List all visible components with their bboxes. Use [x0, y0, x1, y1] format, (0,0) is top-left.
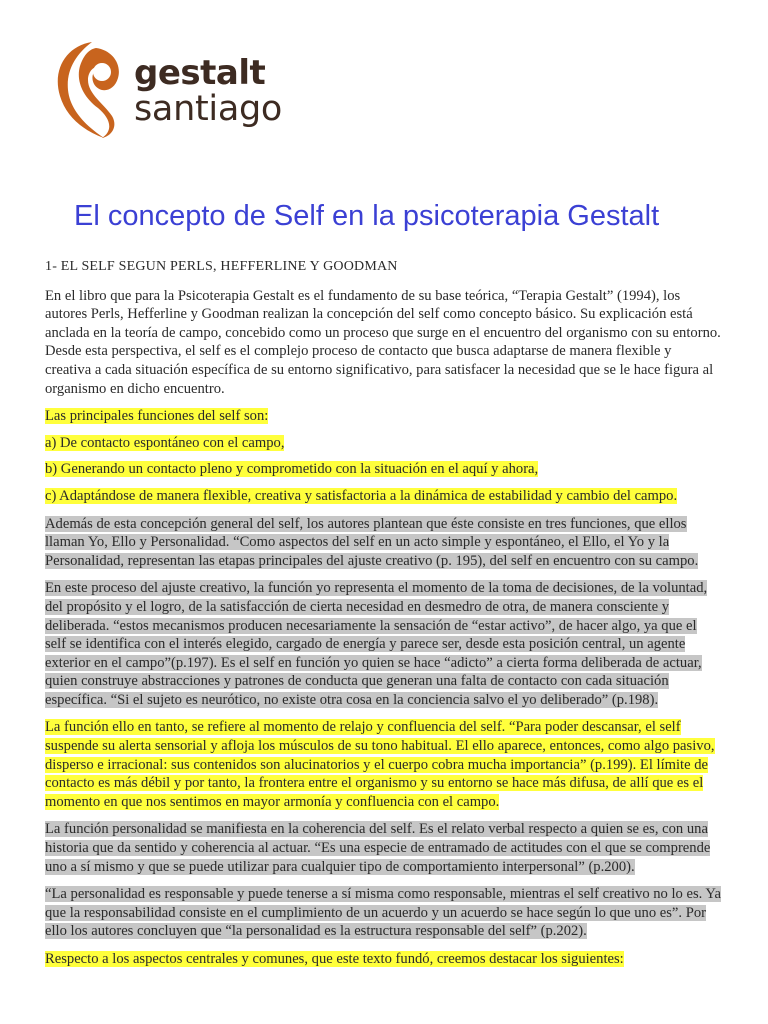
paragraph-responsabilidad: [45, 885, 721, 941]
highlighted-text: Las principales funciones del self son:: [45, 408, 269, 425]
paragraph-funcion-yo: [45, 579, 721, 709]
paragraph-intro: [45, 287, 721, 399]
gestalt-swirl-icon: [46, 40, 126, 140]
highlighted-text: c) Adaptándose de manera flexible, creativa y satisfactoria a la dinámica de estabilidad y cambio del campo.: [45, 487, 678, 504]
section-heading: 1- EL SELF SEGUN PERLS, HEFFERLINE Y GOODMAN: [45, 259, 398, 274]
highlighted-text: La función ello en tanto, se refiere al momento de relajo y confluencia del self. “Para poder descansar, el self suspende su alerta sensorial y afloja los músculos de su tono habitual. El ello aparece, entonces, como algo pasivo, disperso e irracional: sus contenidos son alucinatorios y el cuerpo cobra mucha importancia” (p.199). El límite de contacto es más débil y por tanto, la frontera entre el organismo y su entorno se hace más difusa, de allí que es el momento en que nos sentimos en mayor armonía y confluencia con el campo.: [45, 719, 715, 810]
paragraph-functions-heading: [45, 407, 721, 426]
paragraph-funcion-ello: [45, 718, 721, 811]
highlighted-text: Respecto a los aspectos centrales y comunes, que este texto fundó, creemos destacar los siguientes:: [45, 951, 624, 967]
paragraph-intro-text: En el libro que para la Psicoterapia Gestalt es el fundamento de su base teórica, “Terapia Gestalt” (1994), los autores Perls, Hefferline y Goodman realizan la concepción del self como concepto básico. Su explicación está anclada en la teoría de campo, concebido como un proceso que surge en el encuentro del organismo con su entorno. Desde esta perspectiva, el self es el complejo proceso de contacto que busca adaptarse de manera flexible y creativa a cada situación específica de su entorno significativo, para satisfacer la necesidad que se le hace figura al organismo en dicho encuentro.: [45, 287, 721, 397]
logo-text-gestalt: gestalt: [134, 53, 266, 93]
logo-text-santiago: santiago: [134, 89, 282, 129]
list-item-b: [45, 460, 721, 479]
list-item-c: [45, 487, 721, 506]
paragraph-funcion-personalidad: [45, 820, 721, 876]
highlighted-text: La función personalidad se manifiesta en la coherencia del self. Es el relato verbal respecto a quien se es, con una historia que da sentido y coherencia al actuar. “Es una especie de entramado de actitudes con el que se comprende uno a sí mismo y que se puede utilizar para cualquier tipo de comportamiento interpersonal” (p.200).: [45, 821, 711, 875]
highlighted-text: En este proceso del ajuste creativo, la función yo representa el momento de la toma de decisiones, de la voluntad, del propósito y el logro, de la satisfacción de cierta necesidad en desmedro de otra, de manera consciente y deliberada. “estos mecanismos producen necesariamente la sensación de “estar activo”, de hacer algo, ya que el self se identifica con el interés elegido, cargado de energía y parece ser, desde esta posición central, un agente exterior en el campo”(p.197). Es el self en función yo quien se hace “adicto” a cierta forma deliberada de actuar, quien construye abstracciones y patrones de conducta que generan una falta de contacto con cada situación específica. “Si el sujeto es neurótico, no existe otra cosa en la conciencia salvo el yo deliberado” (p.198).: [45, 580, 708, 708]
list-item-a: [45, 434, 721, 453]
paragraph-aspectos-centrales: [45, 950, 721, 969]
document-body: [45, 258, 721, 978]
highlighted-text: b) Generando un contacto pleno y comprometido con la situación en el aquí y ahora,: [45, 461, 539, 478]
page-title: El concepto de Self en la psicoterapia Gestalt: [74, 200, 660, 232]
paragraph-three-functions: [45, 515, 721, 571]
highlighted-text: “La personalidad es responsable y puede tenerse a sí misma como responsable, mientras el self creativo no lo es. Ya que la responsabilidad consiste en el cumplimiento de un acuerdo y un acuerdo se hace según lo que uno es”. Por ello los autores concluyen que “la personalidad es la estructura responsable del self” (p.202).: [45, 886, 721, 940]
gestalt-santiago-logo: [46, 40, 296, 140]
highlighted-text: a) De contacto espontáneo con el campo,: [45, 434, 285, 451]
highlighted-text: Además de esta concepción general del self, los autores plantean que éste consiste en tres funciones, que ellos llaman Yo, Ello y Personalidad. “Como aspectos del self en un acto simple y espontáneo, el Ello, el Yo y la Personalidad, representan las etapas principales del ajuste creativo (p. 195), del self en encuentro con su campo.: [45, 515, 699, 569]
